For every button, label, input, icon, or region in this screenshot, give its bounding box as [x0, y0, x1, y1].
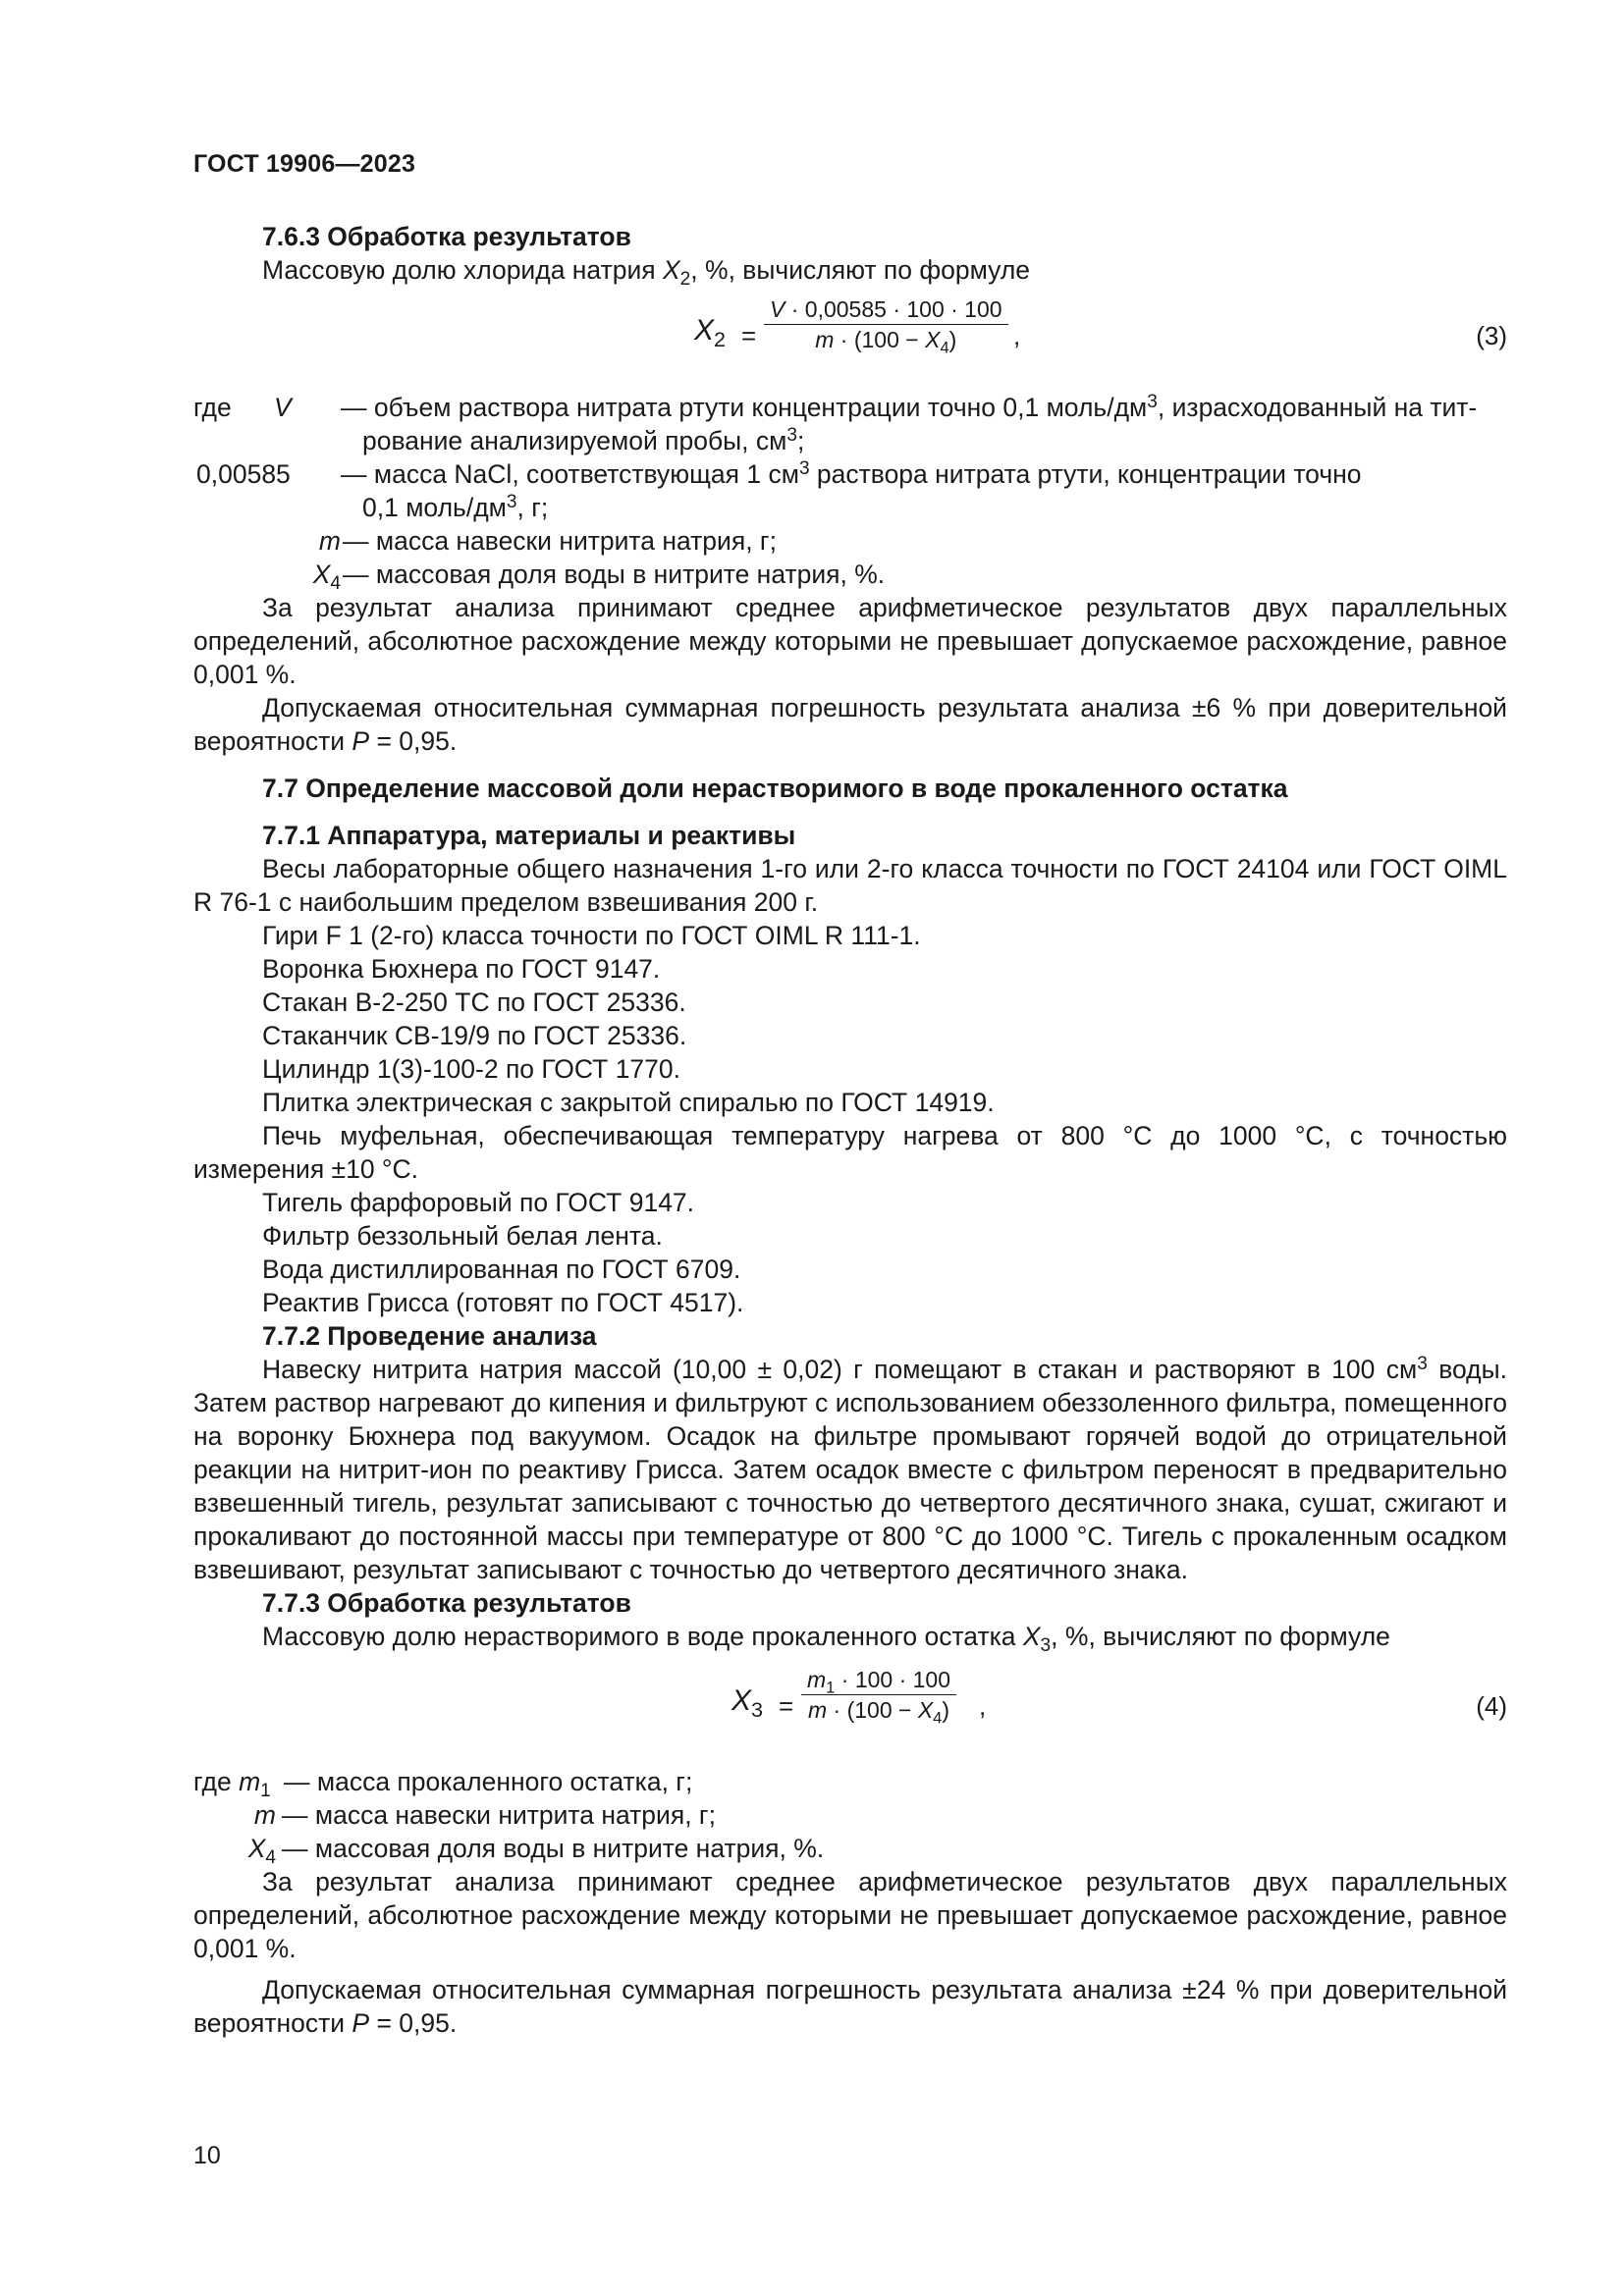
- formula-4-legend: [193, 1765, 1507, 1869]
- equipment-item: Фильтр беззольный белая лента.: [262, 1221, 663, 1251]
- equipment-item: Вода дистиллированная по ГОСТ 6709.: [262, 1255, 741, 1284]
- equipment-item: Стакан В-2-250 ТС по ГОСТ 25336.: [262, 988, 686, 1017]
- formula-3-legend: где V — объем раствора нитрата ртути концентрации точно 0,1 моль/$дм^3$, израсходованный на тит- рование анализируемой пробы, $см^3$; 0,00585 — масса NaCl, соответствующая 1 $см^3$ раствора нитрата ртути, концентрации точно 0,1 моль/$дм^3$, г; m — масса навески нитрита натрия, г; $X_4$ — массовая доля воды в нитрите натрия, %.: [193, 391, 1507, 591]
- section-7-7-3-error: Допускаемая относительная суммарная погрешность результата анализа ±24 % при доверительной вероятности P = 0,95.: [193, 1975, 1507, 2038]
- equipment-item: Весы лабораторные общего назначения 1-го или 2-го класса точности по ГОСТ 24104 или ГОСТ OIML R 76-1 с наибольшим пределом взвешивания 200 г.: [193, 854, 1507, 917]
- section-7-7-heading: 7.7 Определение массовой доли нерастворимого в воде прокаленного остатка: [262, 774, 1288, 803]
- formula-3-numerator: V · 0,00585 · 100 · 100: [770, 296, 1002, 322]
- section-7-7-3-result: За результат анализа принимают среднее арифметическое результатов двух параллельных определений, абсолютное расхождение между которыми не превышает допускаемое расхождение, равное 0,001 %.: [193, 1867, 1507, 1963]
- legend-row-v: где V — объем раствора нитрата ртути концентрации точно 0,1 моль/$дм^3$, израсходованный на тит-: [193, 391, 1478, 422]
- legend-row-m: m — масса навески нитрита натрия, г;: [318, 526, 777, 556]
- equipment-item: Цилиндр 1(3)-100-2 по ГОСТ 1770.: [262, 1054, 681, 1084]
- section-7-7-1-heading: 7.7.1 Аппаратура, материалы и реактивы: [262, 821, 796, 850]
- page-header: ГОСТ 19906—2023: [193, 150, 416, 178]
- equipment-item: Стаканчик СВ-19/9 по ГОСТ 25336.: [262, 1021, 687, 1050]
- formula-4-lhs: $X_3$: [731, 1684, 764, 1722]
- legend-row-x4: $X_4$ — массовая доля воды в нитрите натрия, %.: [312, 560, 886, 595]
- section-7-6-3-error: Допускаемая относительная суммарная погрешность результата анализа ±6 % при доверительной вероятности P = 0,95.: [193, 693, 1507, 756]
- formula-3-lhs: $X_2$: [694, 314, 727, 351]
- section-7-7-2-heading: 7.7.2 Проведение анализа: [262, 1321, 597, 1351]
- legend-row-x4: $X_4$ — массовая доля воды в нитрите натрия, %.: [247, 1834, 825, 1869]
- formula-3: $X_2$ = $\frac{V \cdot 0,00585 \cdot 100 \cdot 100}{m \cdot (100 - X_4)}$ , (3): [694, 296, 1507, 357]
- equipment-item: Воронка Бюхнера по ГОСТ 9147.: [262, 954, 661, 984]
- formula-4: $X_3$ = $\frac{m_1 \cdot 100 \cdot 100}{m \cdot (100 - X_4)}$ , (4): [731, 1667, 1507, 1728]
- equipment-item: Тигель фарфоровый по ГОСТ 9147.: [262, 1188, 695, 1217]
- formula-4-numerator: $m_1 \cdot 100 \cdot 100$: [807, 1667, 951, 1697]
- section-7-7-3-intro: Массовую долю нерастворимого в воде прокаленного остатка $X_3$, %, вычисляют по формуле: [262, 1622, 1390, 1657]
- section-7-6-3-result: За результат анализа принимают среднее арифметическое результатов двух параллельных определений, абсолютное расхождение между которыми не превышает допускаемое расхождение, равное 0,001 %.: [193, 593, 1507, 689]
- legend-row-constant: 0,00585 — масса NaCl, соответствующая 1 $см^3$ раствора нитрата ртути, концентрации точно: [196, 457, 1362, 489]
- section-7-6-3-heading: 7.6.3 Обработка результатов: [262, 222, 631, 251]
- section-7-6-3-intro: Массовую долю хлорида натрия $X_2$, %, вычисляют по формуле: [262, 255, 1031, 291]
- equipment-item: Гири F 1 (2-го) класса точности по ГОСТ OIML R 111-1.: [262, 921, 921, 950]
- formula-4-fraction: [801, 1665, 956, 1728]
- section-7-7-2-text: Навеску нитрита натрия массой (10,00 ± 0,02) г помещают в стакан и растворяют в 100 $см^3$ воды. Затем раствор нагревают до кипения и фильтруют с использованием обеззоленного фильтра, помещенного на воронку Бюхнера под вакуумом. Осадок на фильтре промывают горячей водой до отрицательной реакции на нитрит-ион по реактиву Грисса. Затем осадок вместе с фильтром переносят в предварительно взвешенный тигель, результат записывают с точностью до четвертого десятичного знака, сушат, сжигают и прокаливают до постоянной массы при температуре от 800 °С до 1000 °С. Тигель с прокаленным осадком взвешивают, результат записывают с точностью до четвертого десятичного знака.: [193, 1353, 1508, 1584]
- formula-3-number: (3): [1476, 321, 1507, 350]
- equipment-item: Реактив Грисса (готовят по ГОСТ 4517).: [262, 1288, 744, 1317]
- formula-3-fraction: [764, 294, 1008, 357]
- formula-4-denominator: $m \cdot (100 - X_4)$: [801, 1694, 956, 1725]
- equipment-item: Печь муфельная, обеспечивающая температуру нагрева от 800 °С до 1000 °С, с точностью измерения ±10 °С.: [193, 1121, 1507, 1184]
- page-number: 10: [193, 2142, 221, 2169]
- formula-3-denominator: $m \cdot (100 - X_4)$: [764, 324, 1008, 354]
- legend-row-m: m — масса навески нитрита натрия, г;: [253, 1800, 716, 1830]
- formula-4-number: (4): [1476, 1691, 1507, 1721]
- document-body: [193, 220, 1507, 2040]
- legend-row-m1: где $m_1$ — масса прокаленного остатка, г;: [193, 1767, 693, 1802]
- equipment-item: Плитка электрическая с закрытой спиралью по ГОСТ 14919.: [262, 1088, 995, 1117]
- section-7-7-3-heading: 7.7.3 Обработка результатов: [262, 1588, 631, 1618]
